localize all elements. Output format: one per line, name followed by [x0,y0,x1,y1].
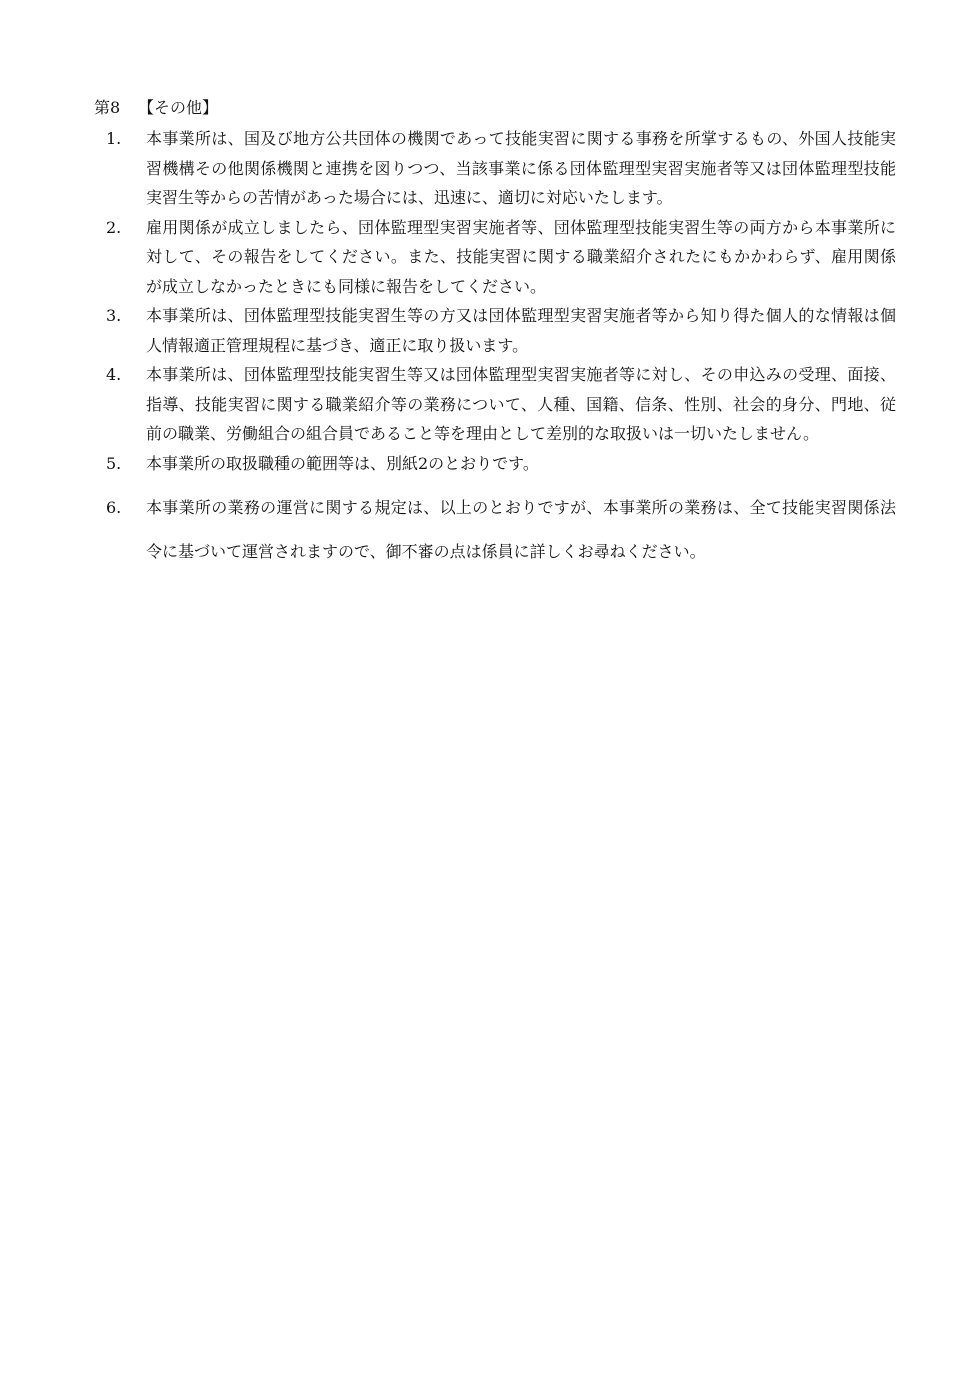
item-number: 2. [106,217,122,237]
section-number: 第8 [94,98,121,117]
list-item [106,213,896,302]
list-item [106,449,896,479]
item-number: 4. [106,365,122,384]
item-text: 雇用関係が成立しましたら、団体監理型実習実施者等、団体監理型技能実習生等の両方から本事業所に対して、その報告をしてください。また、技能実習に関する職業紹介されたにもかかわらず、雇用関係が成立しなかったときにも同様に報告をしてください。 [146,217,896,296]
item-text: 本事業所は、団体監理型技能実習生等の方又は団体監理型実習実施者等から知り得た個人的な情報は個人情報適正管理規程に基づき、適正に取り扱います。 [146,306,896,355]
item-text: 本事業所の取扱職種の範囲等は、別紙2のとおりです。 [146,453,539,473]
item-number: 6. [106,498,122,517]
provisions-list [106,124,896,574]
item-number: 3. [106,306,122,325]
list-item [106,360,896,449]
section-title: 【その他】 [138,98,219,117]
list-item [106,486,896,574]
item-number: 1. [106,129,122,148]
item-number: 5. [106,453,122,473]
item-text: 本事業所は、国及び地方公共団体の機関であって技能実習に関する事務を所掌するもの、外国人技能実習機構その他関係機関と連携を図りつつ、当該事業に係る団体監理型実習実施者等又は団体監理型技能実習生等からの苦情があった場合には、迅速に、適切に対応いたします。 [146,129,896,207]
item-text: 本事業所の業務の運営に関する規定は、以上のとおりですが、本事業所の業務は、全て技能実習関係法令に基づいて運営されますので、御不審の点は係員に詳しくお尋ねください。 [146,498,896,561]
list-item [106,124,896,213]
item-text: 本事業所は、団体監理型技能実習生等又は団体監理型実習実施者等に対し、その申込みの受理、面接、指導、技能実習に関する職業紹介等の業務について、人種、国籍、信条、性別、社会的身分、門地、従前の職業、労働組合の組合員であること等を理由として差別的な取扱いは一切いたしません。 [146,365,896,443]
section-heading [94,96,218,120]
list-item [106,301,896,360]
